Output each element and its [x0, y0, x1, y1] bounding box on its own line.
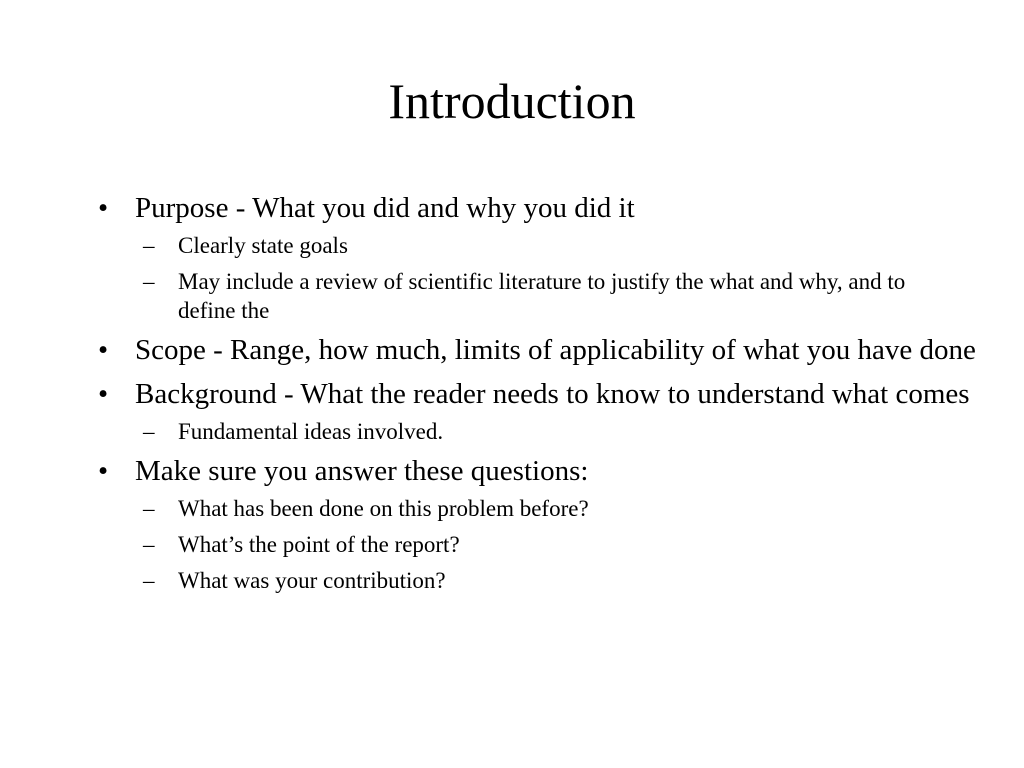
dash-icon: – — [143, 532, 155, 557]
sub-bullet-text: Fundamental ideas involved. — [178, 419, 444, 444]
bullet-icon: • — [98, 334, 109, 366]
dash-icon: – — [143, 568, 155, 593]
sub-bullet-item — [143, 267, 948, 325]
bullet-text: Purpose - What you did and why you did it — [135, 192, 635, 224]
bullet-item — [98, 190, 978, 226]
bullet-icon: • — [98, 378, 109, 410]
slide-body — [98, 190, 978, 602]
sub-bullet-text: May include a review of scientific literature to justify the what and why, and to define the — [178, 269, 906, 323]
bullet-text: Background - What the reader needs to know to understand what comes — [135, 378, 970, 410]
sub-bullet-item — [143, 566, 948, 595]
dash-icon: – — [143, 233, 155, 258]
bullet-item — [98, 376, 978, 412]
sub-bullet-item — [143, 530, 948, 559]
sub-bullet-text: Clearly state goals — [178, 233, 348, 258]
sub-bullet-item — [143, 494, 948, 523]
dash-icon: – — [143, 496, 155, 521]
bullet-item — [98, 332, 978, 368]
sub-bullet-item — [143, 417, 948, 446]
sub-bullet-text: What was your contribution? — [178, 568, 446, 593]
sub-bullet-text: What has been done on this problem before? — [178, 496, 589, 521]
bullet-text: Scope - Range, how much, limits of applicability of what you have done — [135, 334, 976, 366]
sub-bullet-text: What’s the point of the report? — [178, 532, 460, 557]
bullet-icon: • — [98, 192, 109, 224]
bullet-icon: • — [98, 455, 109, 487]
bullet-text: Make sure you answer these questions: — [135, 455, 589, 487]
dash-icon: – — [143, 269, 155, 294]
dash-icon: – — [143, 419, 155, 444]
sub-bullet-item — [143, 231, 948, 260]
bullet-item — [98, 453, 978, 489]
slide-title: Introduction — [388, 73, 636, 129]
